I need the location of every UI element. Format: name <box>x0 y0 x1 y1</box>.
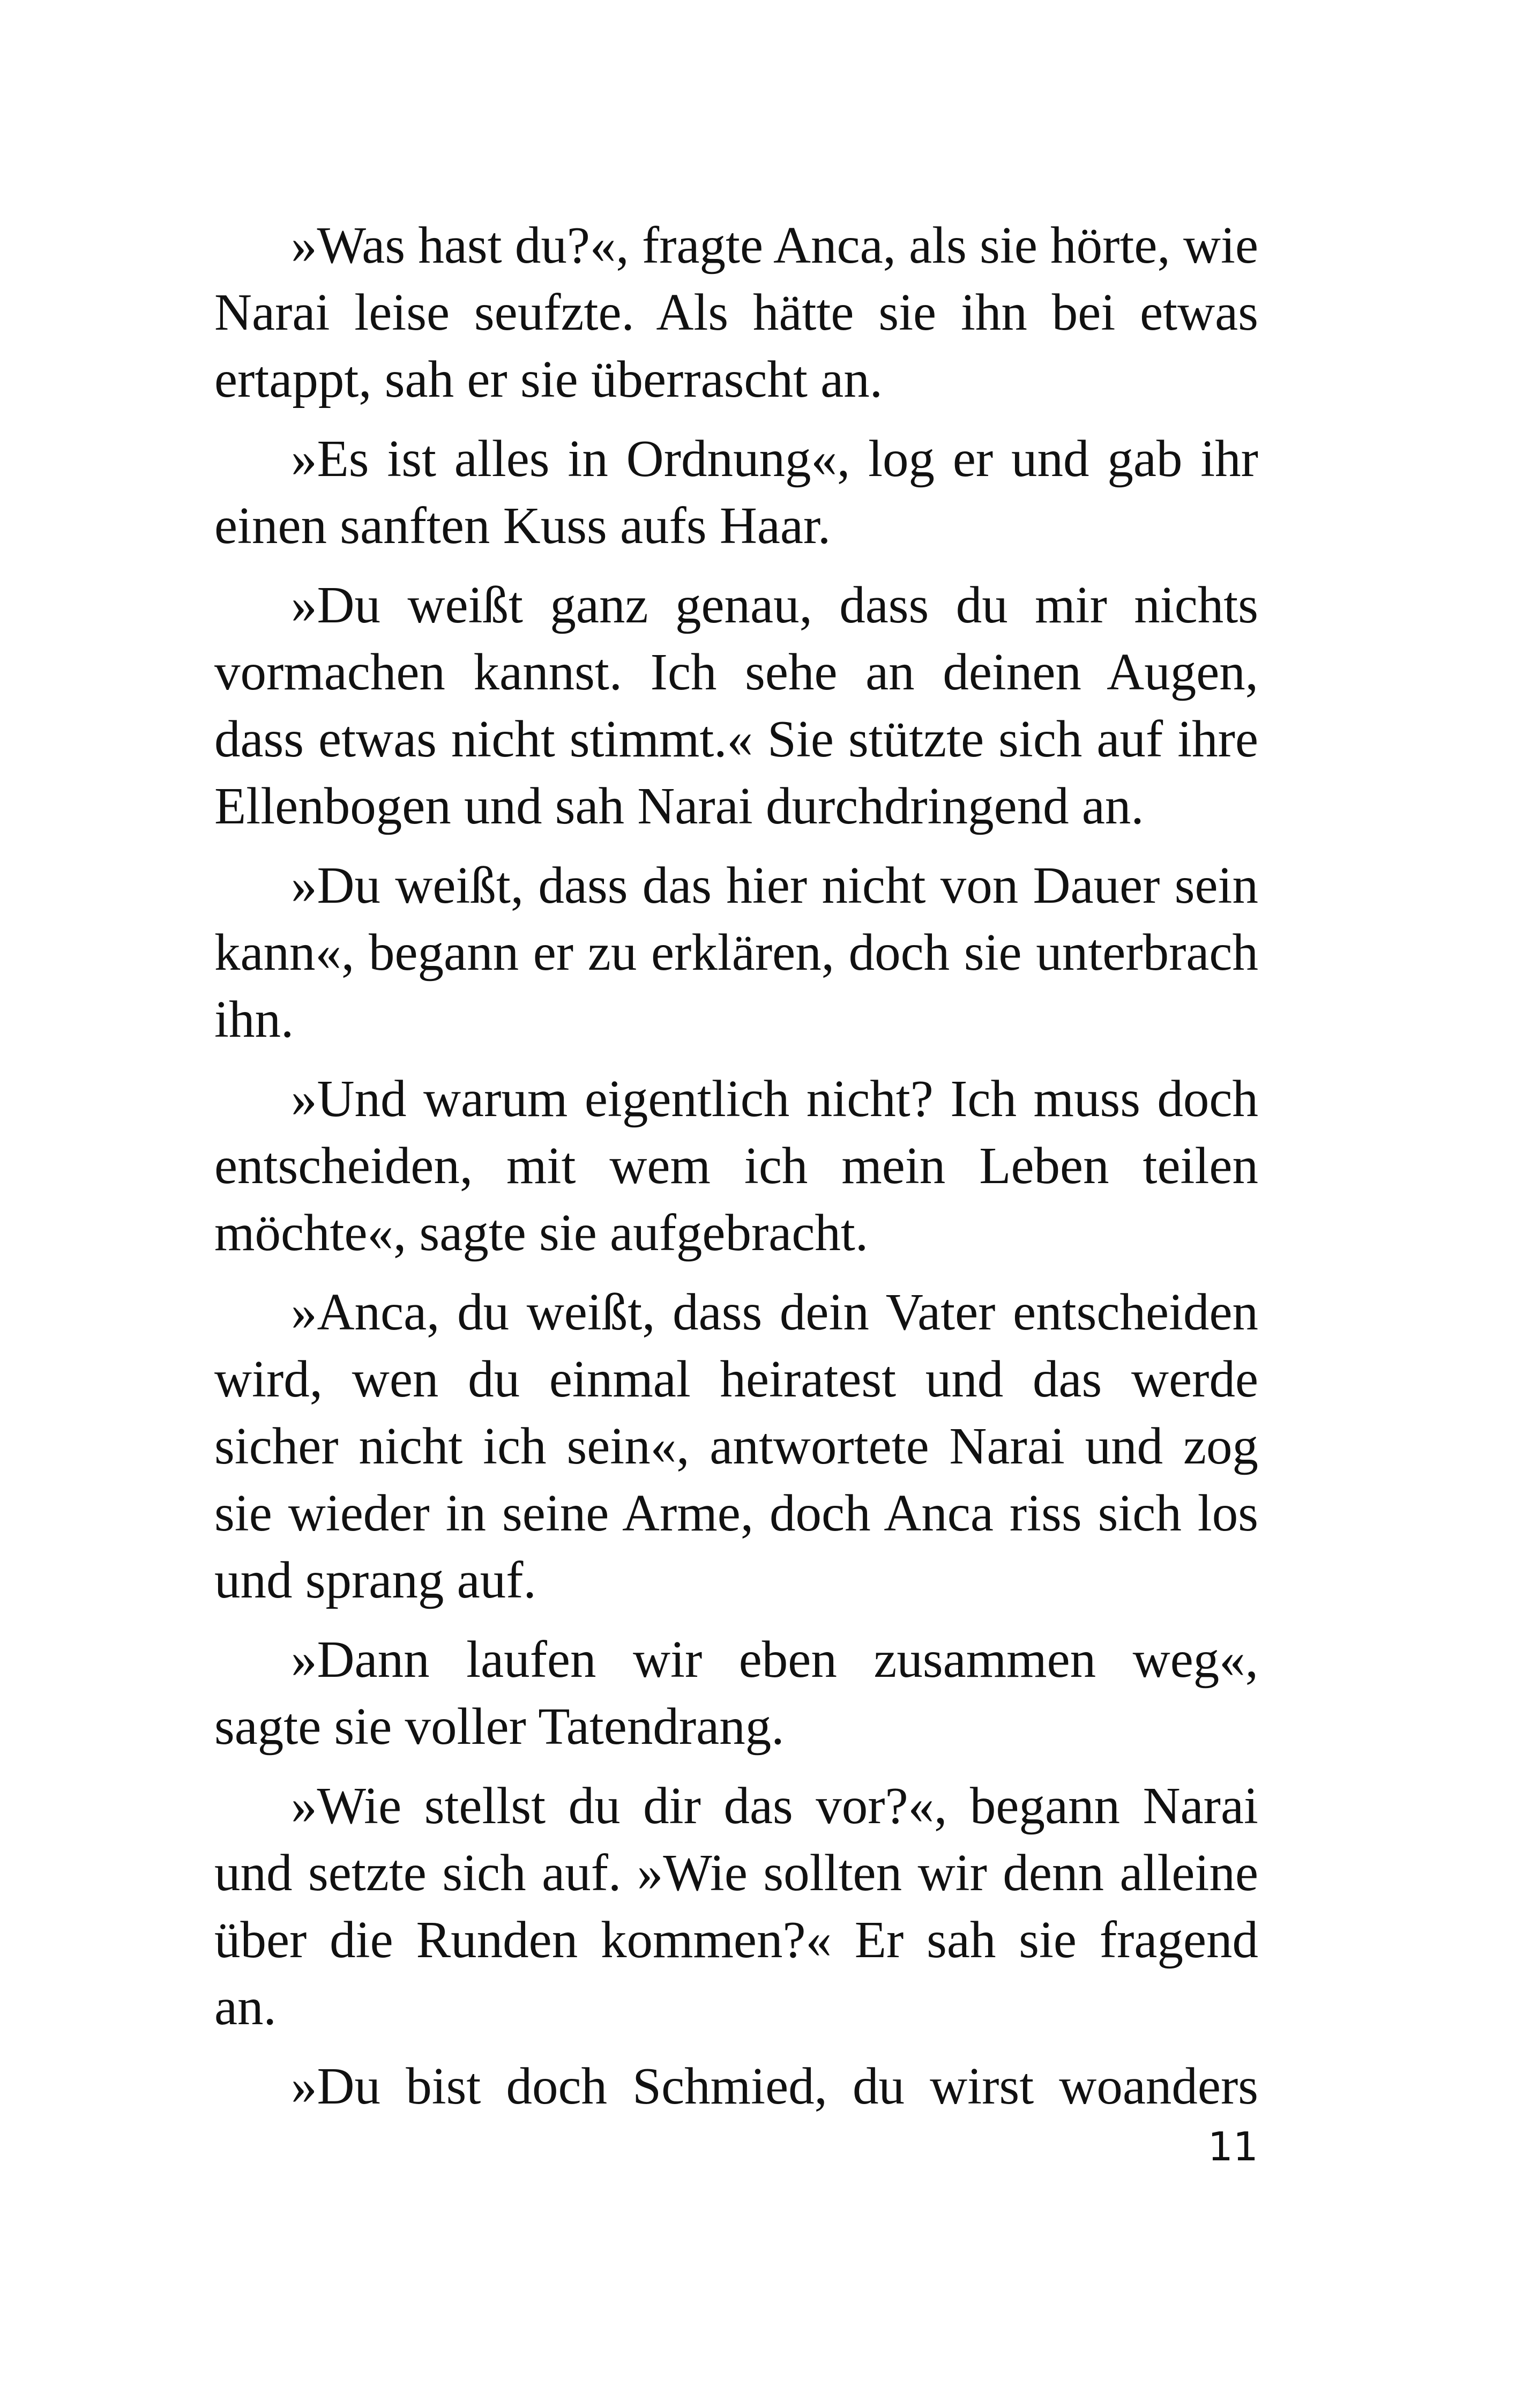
paragraph-9: »Du bist doch Schmied, du wirst woanders <box>291 2057 1258 2115</box>
paragraph-7: »Dann laufen wir eben zusammen weg«, sagte sie voller Tatendrang. <box>214 1631 1258 1755</box>
body-text <box>214 212 1258 2132</box>
paragraph-6: »Anca, du weißt, dass dein Vater entscheiden wird, wen du einmal heiratest und das werde sicher nicht ich sein«, antwortete Narai und zog sie wieder in seine Arme, doch Anca riss sich los und sprang auf. <box>214 1283 1258 1609</box>
page-number: 11 <box>1207 2124 1258 2170</box>
paragraph-2: »Es ist alles in Ordnung«, log er und gab ihr einen sanften Kuss aufs Haar. <box>214 430 1258 554</box>
paragraph-1: »Was hast du?«, fragte Anca, als sie hörte, wie Narai leise seufzte. Als hätte sie ihn bei etwas ertappt, sah er sie überrascht an. <box>214 217 1258 408</box>
paragraph-4: »Du weißt, dass das hier nicht von Dauer sein kann«, begann er zu erklären, doch sie unterbrach ihn. <box>214 857 1258 1048</box>
paragraph-3: »Du weißt ganz genau, dass du mir nichts vormachen kannst. Ich sehe an deinen Augen, dass etwas nicht stimmt.« Sie stützte sich auf ihre Ellenbogen und sah Narai durchdringend an. <box>214 576 1258 835</box>
paragraph-8: »Wie stellst du dir das vor?«, begann Narai und setzte sich auf. »Wie sollten wir denn alleine über die Runden kommen?« Er sah sie fragend an. <box>214 1777 1258 2035</box>
paragraph-5: »Und warum eigentlich nicht? Ich muss doch entscheiden, mit wem ich mein Leben teilen möchte«, sagte sie aufgebracht. <box>214 1070 1258 1261</box>
